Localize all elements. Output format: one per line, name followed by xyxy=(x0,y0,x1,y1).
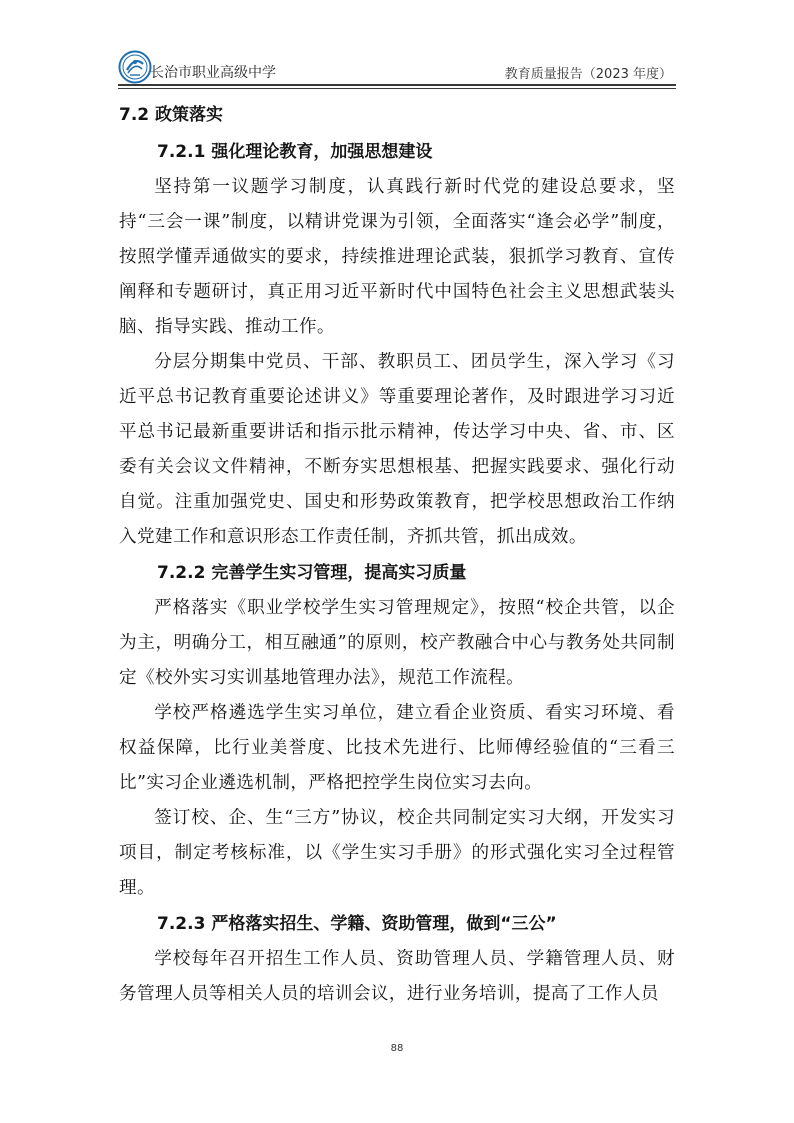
subsection-heading-7-2-1: 7.2.1 强化理论教育，加强思想建设 xyxy=(157,142,433,162)
paragraph: 学校严格遴选学生实习单位，建立看企业资质、看实习环境、看权益保障，比行业美誉度、比技术先进行、比师傅经验值的“三看三比”实习企业遴选机制，严格把控学生岗位实习去向。 xyxy=(119,703,675,793)
paragraph: 学校每年召开招生工作人员、资助管理人员、学籍管理人员、财务管理人员等相关人员的培训会议，进行业务培训，提高了工作人员 xyxy=(119,949,675,1004)
paragraph: 严格落实《职业学校学生实习管理规定》，按照“校企共管，以企为主，明确分工，相互融通”的原则，校产教融合中心与教务处共同制定《校外实习实训基地管理办法》，规范工作流程。 xyxy=(119,598,675,688)
page-content xyxy=(119,102,675,1012)
school-name: 长治市职业高级中学 xyxy=(150,65,276,81)
header-rule-thin xyxy=(118,88,676,89)
school-emblem-icon xyxy=(118,50,152,84)
report-title: 教育质量报告（2023 年度） xyxy=(504,67,672,82)
section-heading: 7.2 政策落实 xyxy=(119,105,224,125)
subsection-heading-7-2-2: 7.2.2 完善学生实习管理，提高实习质量 xyxy=(157,563,467,583)
subsection-heading-7-2-3: 7.2.3 严格落实招生、学籍、资助管理，做到“三公” xyxy=(157,914,557,934)
paragraph: 签订校、企、生“三方”协议，校企共同制定实习大纲，开发实习项目，制定考核标准，以《学生实习手册》的形式强化实习全过程管理。 xyxy=(119,808,675,898)
page-header xyxy=(118,50,676,90)
paragraph: 分层分期集中党员、干部、教职员工、团员学生，深入学习《习近平总书记教育重要论述讲义》等重要理论著作，及时跟进学习习近平总书记最新重要讲话和指示批示精神，传达学习中央、省、市、区委有关会议文件精神，不断夯实思想根基、把握实践要求、强化行动自觉。注重加强党史、国史和形势政策教育，把学校思想政治工作纳入党建工作和意识形态工作责任制，齐抓共管，抓出成效。 xyxy=(119,352,675,547)
page-number: 88 xyxy=(390,1043,404,1054)
header-rule-thick xyxy=(118,84,676,86)
paragraph: 坚持第一议题学习制度，认真践行新时代党的建设总要求，坚持“三会一课”制度，以精讲党课为引领，全面落实“逢会必学”制度，按照学懂弄通做实的要求，持续推进理论武装，狠抓学习教育、宣传阐释和专题研讨，真正用习近平新时代中国特色社会主义思想武装头脑、指导实践、推动工作。 xyxy=(119,177,675,337)
